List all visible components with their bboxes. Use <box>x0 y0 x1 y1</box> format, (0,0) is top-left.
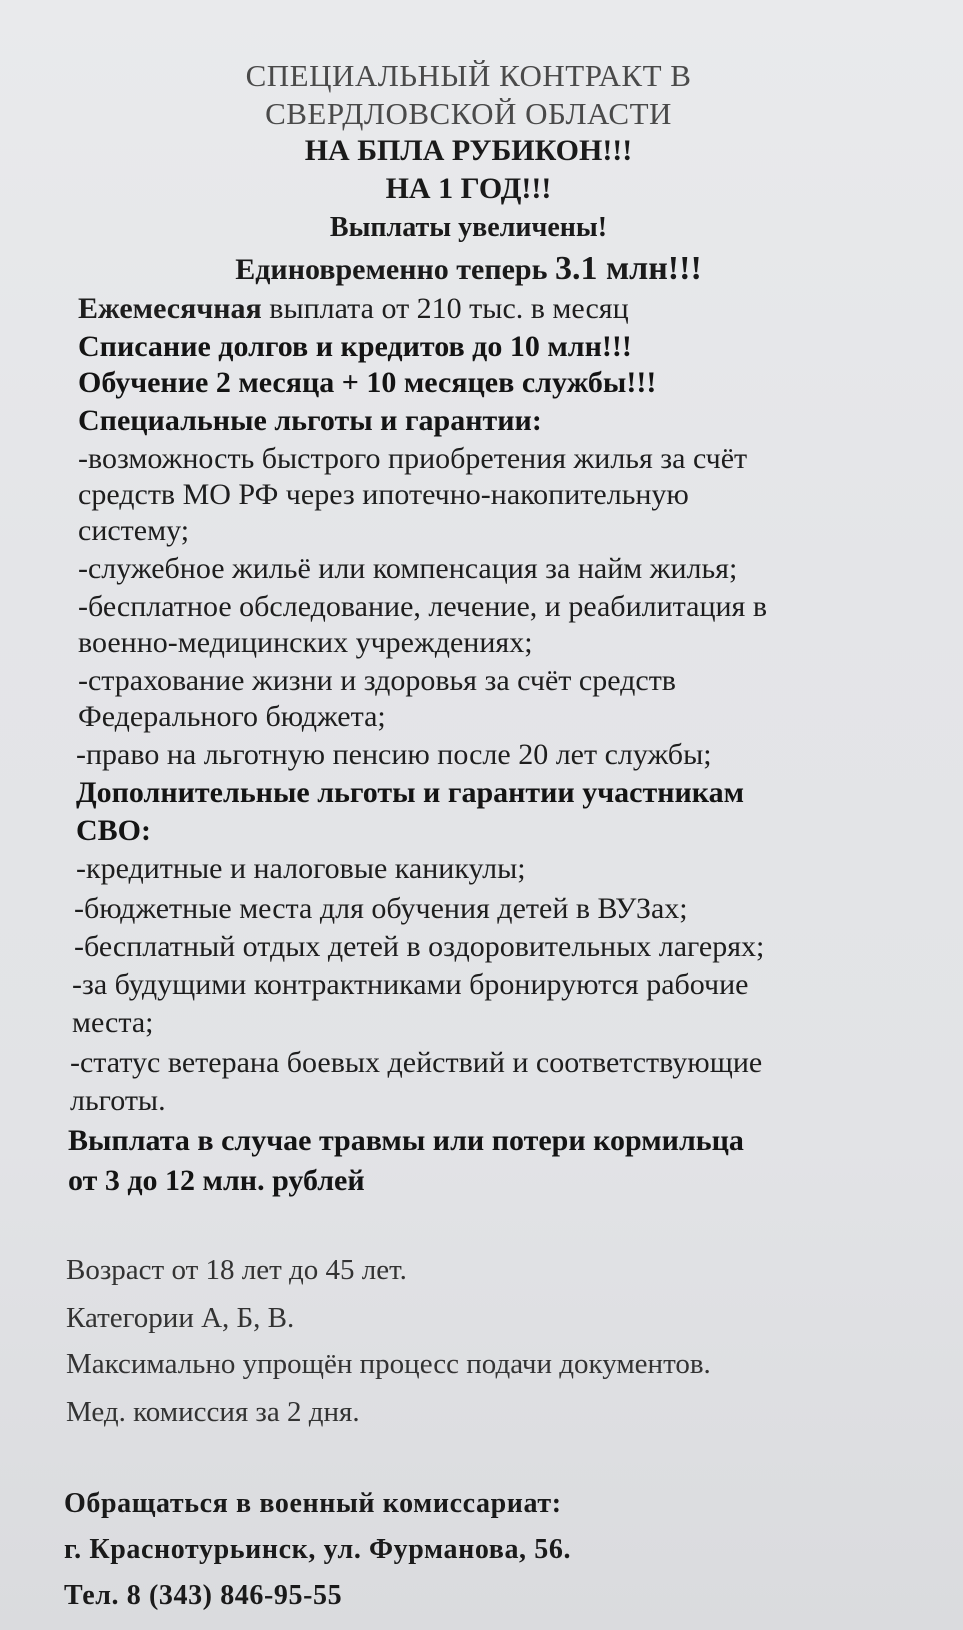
header-line-6-prefix: Единовременно теперь <box>235 253 548 286</box>
requirement-line: Категории А, Б, В. <box>66 1302 295 1334</box>
benefits-line: Федерального бюджета; <box>78 700 386 733</box>
debt-write-off-line: Списание долгов и кредитов до 10 млн!!! <box>78 330 632 363</box>
benefits-line: -служебное жильё или компенсация за найм жилья; <box>78 552 738 585</box>
header-line-6-amount: 3.1 млн!!! <box>554 250 702 287</box>
header-line-3: НА БПЛА РУБИКОН!!! <box>304 134 633 167</box>
svo-line: -кредитные и налоговые каникулы; <box>76 852 526 885</box>
benefits-line: средств МО РФ через ипотечно-накопительную <box>78 478 689 511</box>
header-line-1: СПЕЦИАЛЬНЫЙ КОНТРАКТ В <box>245 58 692 93</box>
contact-phone: Тел. 8 (343) 846-95-55 <box>64 1580 343 1611</box>
requirement-line: Мед. комиссия за 2 дня. <box>66 1396 360 1428</box>
injury-payment-line-1: Выплата в случае травмы или потери кормильца <box>68 1124 744 1157</box>
requirement-line: Возраст от 18 лет до 45 лет. <box>66 1254 407 1286</box>
benefits-line: военно-медицинских учреждениях; <box>78 626 533 659</box>
training-line: Обучение 2 месяца + 10 месяцев службы!!! <box>78 366 657 399</box>
svo-line: -бюджетные места для обучения детей в ВУЗах; <box>74 892 688 925</box>
benefits-line: -страхование жизни и здоровья за счёт средств <box>78 664 676 697</box>
svo-heading-line-1: Дополнительные льготы и гарантии участникам <box>76 776 745 809</box>
svo-line: льготы. <box>70 1084 166 1117</box>
svo-heading-line-2: СВО: <box>76 814 151 847</box>
contact-address: г. Краснотурьинск, ул. Фурманова, 56. <box>64 1534 572 1565</box>
monthly-payment-rest: выплата от 210 тыс. в месяц <box>261 292 629 325</box>
injury-payment-line-2: от 3 до 12 млн. рублей <box>68 1164 365 1197</box>
benefits-line: -возможность быстрого приобретения жилья за счёт <box>78 442 748 475</box>
header-line-4: НА 1 ГОД!!! <box>385 172 552 205</box>
contact-heading: Обращаться в военный комиссариат: <box>64 1488 562 1519</box>
svo-line: -за будущими контрактниками бронируются рабочие <box>72 968 749 1001</box>
svo-line: места; <box>72 1006 154 1039</box>
svo-line: -бесплатный отдых детей в оздоровительных лагерях; <box>74 930 765 963</box>
svo-line: -статус ветерана боевых действий и соответствующие <box>70 1046 763 1079</box>
monthly-payment-line <box>78 292 629 326</box>
benefits-line: -право на льготную пенсию после 20 лет службы; <box>76 738 712 771</box>
header-line-6 <box>0 250 937 288</box>
requirement-line: Максимально упрощён процесс подачи документов. <box>66 1348 711 1380</box>
benefits-heading: Специальные льготы и гарантии: <box>78 404 542 437</box>
header-line-5: Выплаты увеличены! <box>329 212 608 243</box>
benefits-line: систему; <box>78 514 190 547</box>
header-line-2: СВЕРДЛОВСКОЙ ОБЛАСТИ <box>265 96 672 131</box>
monthly-payment-bold: Ежемесячная <box>78 292 262 325</box>
benefits-line: -бесплатное обследование, лечение, и реабилитация в <box>78 590 768 623</box>
